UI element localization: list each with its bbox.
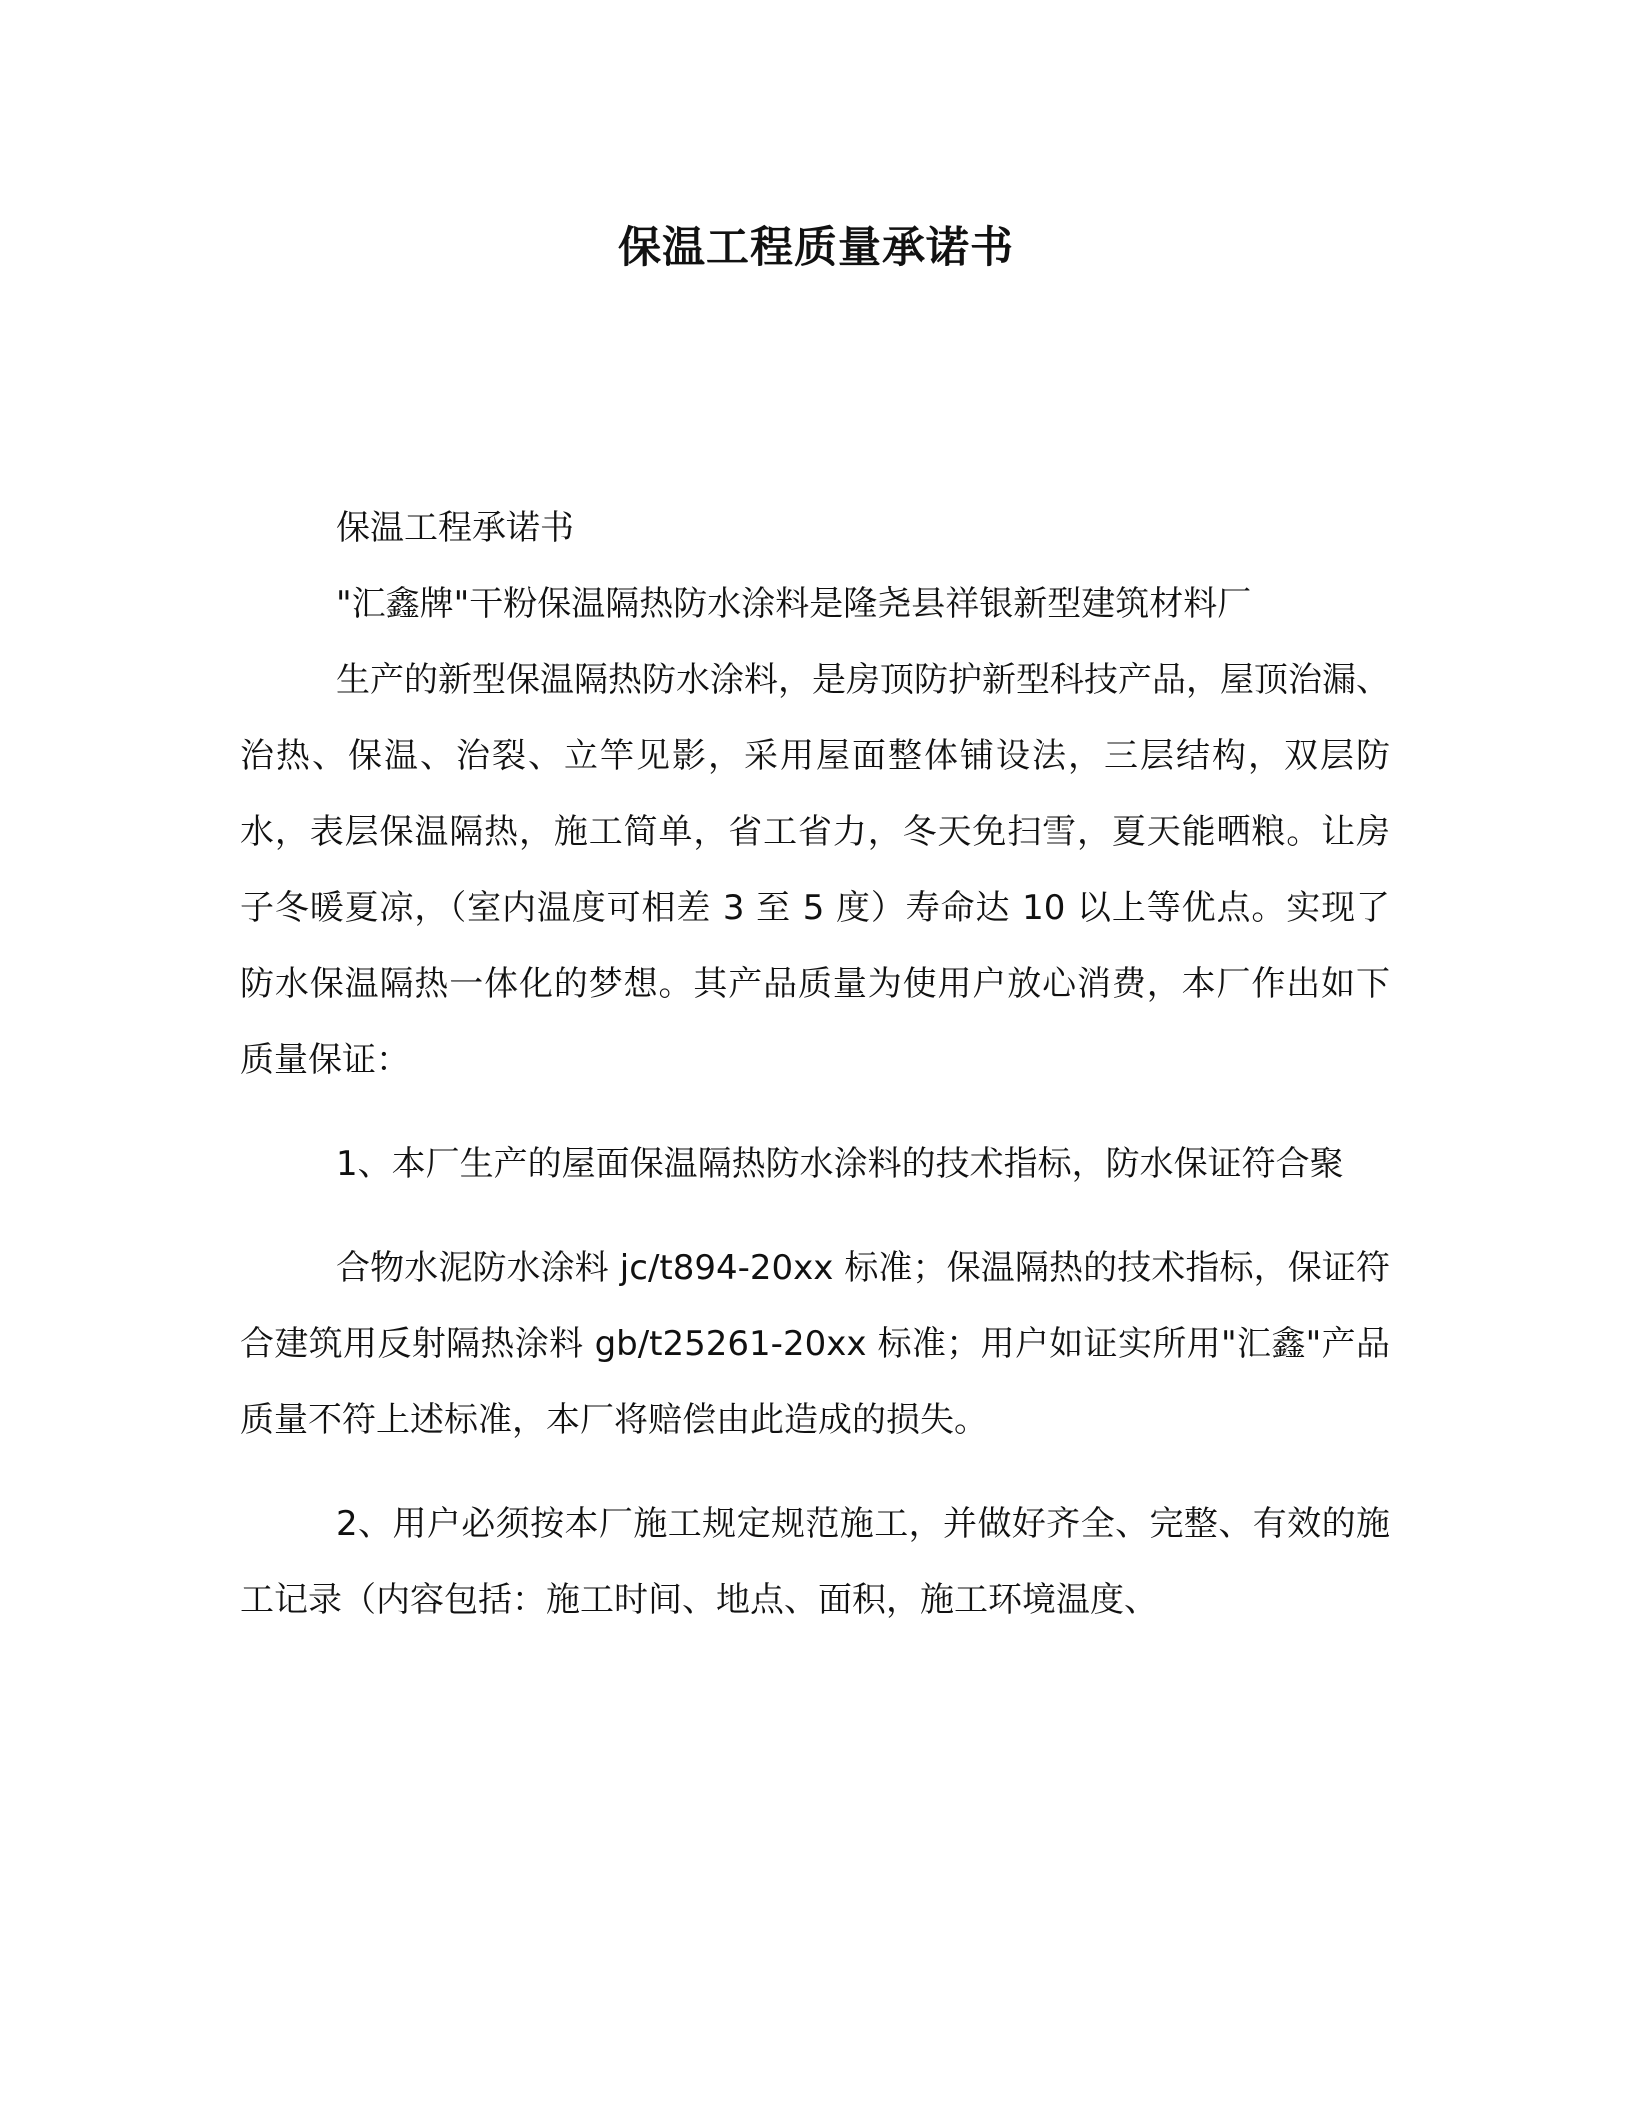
paragraph-2: 生产的新型保温隔热防水涂料，是房顶防护新型科技产品，屋顶治漏、治热、保温、治裂、立竿见影，采用屋面整体铺设法，三层结构，双层防水，表层保温隔热，施工简单，省工省力，冬天免扫雪，夏天能晒粮。让房子冬暖夏凉，（室内温度可相差 3 至 5 度）寿命达 10 以上等优点。实现了防水保温隔热一体化的梦想。其产品质量为使用户放心消费，本厂作出如下质量保证： [240,660,1390,1080]
document-subtitle: 保温工程承诺书 [336,508,574,548]
paragraph-5: 2、用户必须按本厂施工规定规范施工，并做好齐全、完整、有效的施工记录（内容包括：施工时间、地点、面积，施工环境温度、 [240,1504,1390,1620]
document-title: 保温工程质量承诺书 [618,223,1014,273]
paragraph-3: 1、本厂生产的屋面保温隔热防水涂料的技术指标，防水保证符合聚 [336,1144,1344,1184]
paragraph-1: "汇鑫牌"干粉保温隔热防水涂料是隆尧县祥银新型建筑材料厂 [336,584,1252,624]
paragraph-4: 合物水泥防水涂料 jc/t894-20xx 标准；保温隔热的技术指标，保证符合建筑用反射隔热涂料 gb/t25261-20xx 标准；用户如证实所用"汇鑫"产品质量不符上述标准，本厂将赔偿由此造成的损失。 [240,1248,1390,1440]
document-body [240,490,1390,1638]
